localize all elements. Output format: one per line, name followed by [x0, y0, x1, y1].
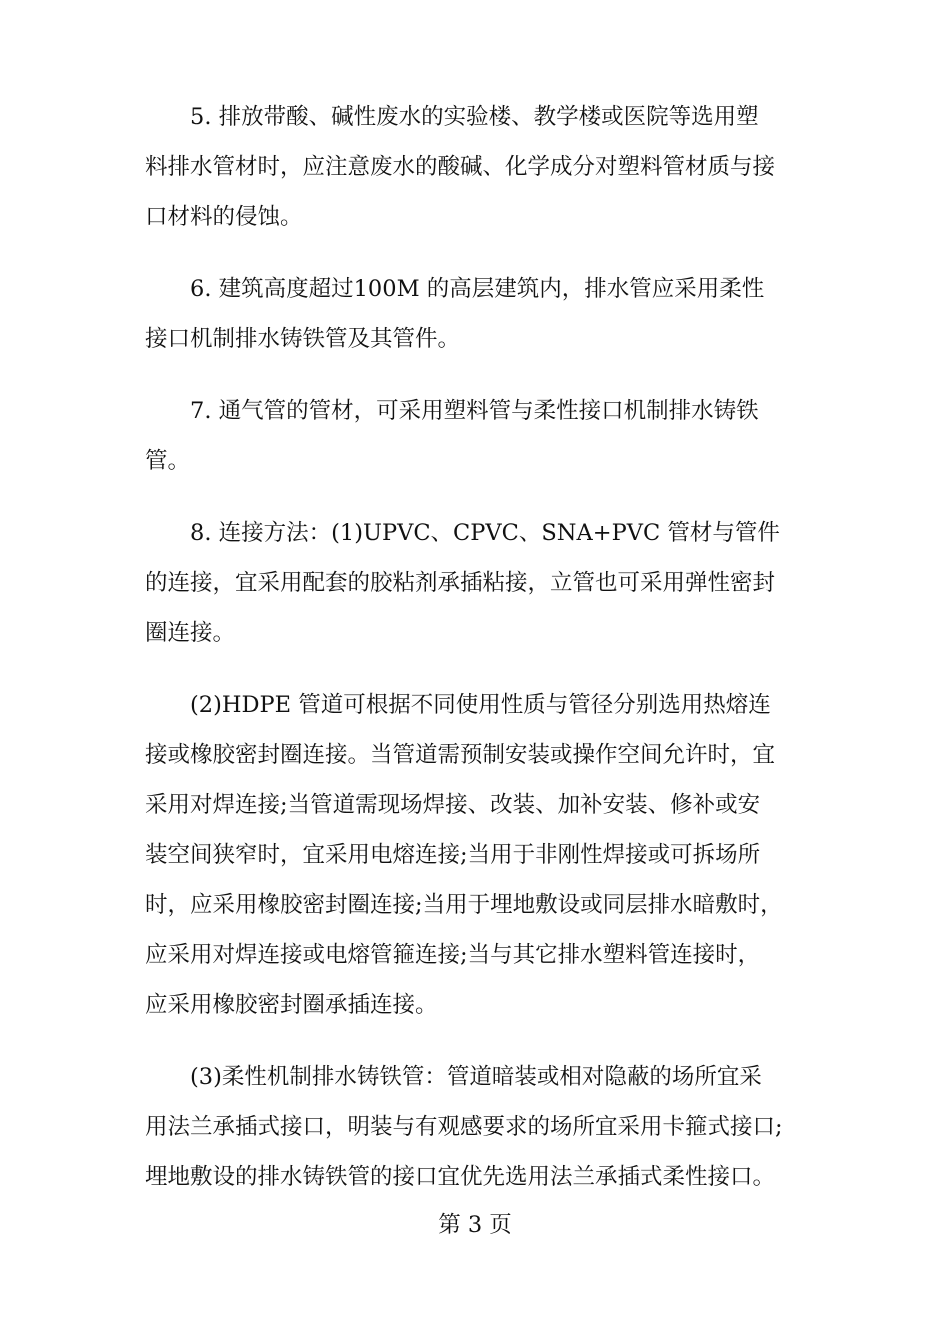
- paragraph-line: 8. 连接方法：(1)UPVC、CPVC、SNA+PVC 管材与管件: [190, 520, 780, 546]
- paragraph-line: 采用对焊连接;当管道需现场焊接、改装、加补安装、修补或安: [145, 792, 761, 818]
- paragraph-line: 时，应采用橡胶密封圈连接;当用于埋地敷设或同层排水暗敷时，: [145, 892, 783, 918]
- paragraph-item-6: [145, 264, 815, 364]
- paragraph-item-cast-iron: [145, 1052, 815, 1202]
- paragraph-item-5: [145, 92, 815, 242]
- paragraph-line: 的连接，宜采用配套的胶粘剂承插粘接，立管也可采用弹性密封: [145, 570, 776, 596]
- paragraph-line: 接或橡胶密封圈连接。当管道需预制安装或操作空间允许时，宜: [145, 742, 776, 768]
- paragraph-item-7: [145, 386, 815, 486]
- paragraph-line: 料排水管材时，应注意废水的酸碱、化学成分对塑料管材质与接: [145, 154, 776, 180]
- paragraph-line: 接口机制排水铸铁管及其管件。: [145, 326, 461, 352]
- paragraph-line: 埋地敷设的排水铸铁管的接口宜优先选用法兰承插式柔性接口。: [145, 1164, 776, 1190]
- paragraph-line: 7. 通气管的管材，可采用塑料管与柔性接口机制排水铸铁: [190, 398, 759, 424]
- paragraph-item-hdpe: [145, 680, 815, 1030]
- paragraph-line: (2)HDPE 管道可根据不同使用性质与管径分别选用热熔连: [190, 692, 771, 718]
- paragraph-line: 装空间狭窄时，宜采用电熔连接;当用于非刚性焊接或可拆场所: [145, 842, 761, 868]
- paragraph-line: 5. 排放带酸、碱性废水的实验楼、教学楼或医院等选用塑: [190, 104, 759, 130]
- paragraph-line: 管。: [145, 448, 191, 474]
- paragraph-line: 应采用橡胶密封圈承插连接。: [145, 992, 438, 1018]
- paragraph-item-8: [145, 508, 815, 658]
- paragraph-line: 口材料的侵蚀。: [145, 204, 303, 230]
- page-number-footer: 第 3 页: [438, 1212, 512, 1238]
- paragraph-line: (3)柔性机制排水铸铁管：管道暗装或相对隐蔽的场所宜采: [190, 1064, 762, 1090]
- paragraph-line: 用法兰承插式接口，明装与有观感要求的场所宜采用卡箍式接口;: [145, 1114, 783, 1140]
- paragraph-line: 应采用对焊连接或电熔管箍连接;当与其它排水塑料管连接时，: [145, 942, 761, 968]
- paragraph-line: 6. 建筑高度超过100M 的高层建筑内，排水管应采用柔性: [190, 276, 765, 302]
- paragraph-line: 圈连接。: [145, 620, 236, 646]
